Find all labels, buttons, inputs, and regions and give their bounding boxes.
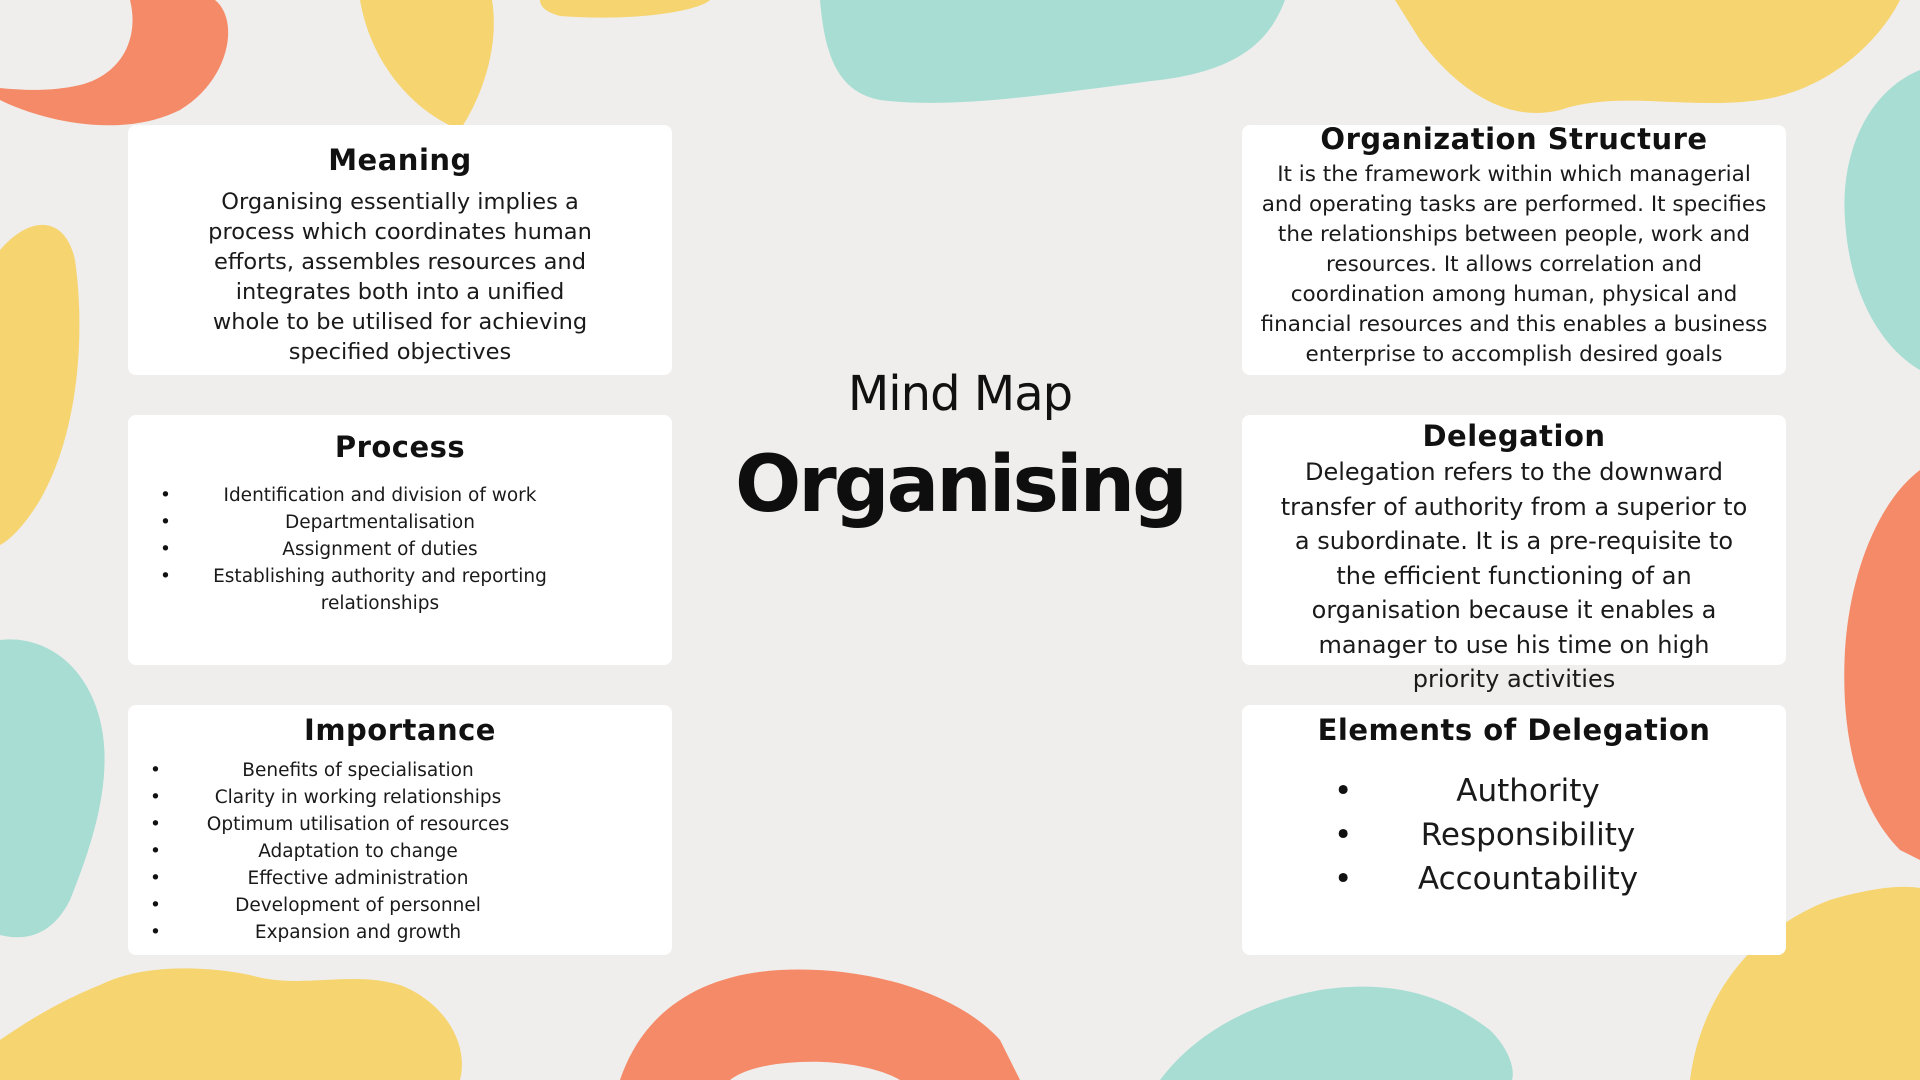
list-item: • Establishing authority and reporting relationships: [210, 563, 550, 617]
mind-map-title: Organising: [734, 440, 1186, 530]
structure-card: [1242, 122, 1786, 375]
list-item: • Development of personnel: [188, 892, 528, 919]
meaning-title: Meaning: [328, 143, 472, 177]
delegation-card: [1242, 415, 1786, 693]
list-item: • Assignment of duties: [210, 536, 550, 563]
list-item: • Responsibility: [1378, 813, 1678, 857]
structure-body: It is the framework within which managerial and operating tasks are performed. It specifies the relationships between people, work and resources. It allows correlation and coordination among human, physical and financial resources and this enables a business enterprise to accomplish desired goals: [1260, 162, 1768, 367]
list-item: • Clarity in working relationships: [188, 784, 528, 811]
yellow-blob-left: [0, 225, 79, 545]
teal-blob-right: [1844, 70, 1920, 370]
yellow-blob-top-right: [1395, 0, 1900, 113]
meaning-body: Organising essentially implies a process which coordinates human efforts, assembles resources and integrates both into a unified whole to be utilised for achieving specified objectives: [208, 189, 592, 365]
teal-blob-bottom: [1160, 987, 1513, 1080]
list-item: • Departmentalisation: [210, 509, 550, 536]
list-item: • Identification and division of work: [210, 482, 550, 509]
elements-title: Elements of Delegation: [1317, 713, 1711, 747]
importance-list: [128, 757, 672, 946]
importance-title: Importance: [304, 713, 496, 747]
process-list: [128, 482, 672, 617]
elements-card: [1242, 705, 1786, 955]
list-item: • Expansion and growth: [188, 919, 528, 946]
list-item: • Benefits of specialisation: [188, 757, 528, 784]
coral-blob-right: [1844, 470, 1920, 860]
coral-blob-bottom: [620, 969, 1020, 1080]
delegation-title: Delegation: [1422, 419, 1606, 453]
structure-title: Organization Structure: [1320, 122, 1708, 156]
list-item: • Accountability: [1378, 857, 1678, 901]
list-item: • Authority: [1378, 769, 1678, 813]
teal-blob-left: [0, 639, 105, 937]
elements-list: [1242, 769, 1786, 901]
yellow-blob-top-strip: [540, 0, 710, 18]
delegation-body: Delegation refers to the downward transfer of authority from a superior to a subordinate. It is a pre-requisite to the efficient functioning of an organisation because it enables a manager to use his time on high priority activities: [1280, 458, 1748, 693]
process-title: Process: [334, 430, 466, 464]
list-item: • Adaptation to change: [188, 838, 528, 865]
importance-card: [128, 705, 672, 955]
mind-map-subtitle: Mind Map: [847, 366, 1073, 422]
process-card: [128, 415, 672, 665]
list-item: • Effective administration: [188, 865, 528, 892]
yellow-blob-top-left: [360, 0, 494, 130]
list-item: • Optimum utilisation of resources: [188, 811, 528, 838]
teal-blob-top: [820, 0, 1285, 103]
coral-blob-top-left: [0, 0, 228, 125]
meaning-card: [128, 125, 672, 375]
yellow-blob-bottom-left: [0, 968, 462, 1080]
